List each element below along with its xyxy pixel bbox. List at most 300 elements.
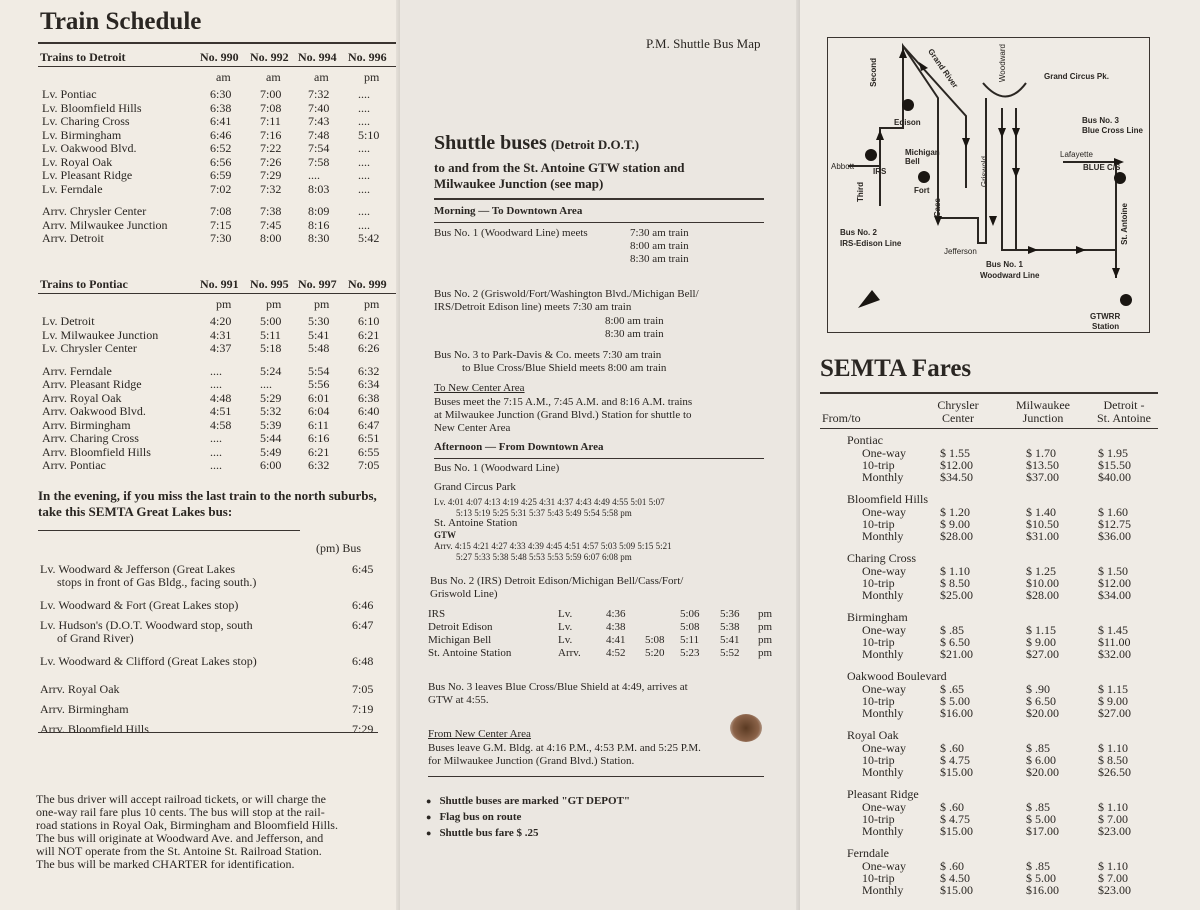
fare-type: 10-trip <box>862 753 895 767</box>
time-cell: 5:18 <box>260 341 282 355</box>
train-number: No. 995 <box>250 277 289 291</box>
bus2-line: Bus No. 2 (Griswold/Fort/Washington Blvd./Michigan Bell/ <box>434 288 699 300</box>
time-cell: 7:02 <box>210 181 232 196</box>
pm-bus3-line: Bus No. 3 leaves Blue Cross/Blue Shield at 4:49, arrives at <box>428 681 688 693</box>
footnote-line: The bus driver will accept railroad tickets, or will charge the <box>36 792 327 806</box>
fare-type: 10-trip <box>862 812 895 826</box>
time-cell: 8:16 <box>308 217 330 232</box>
fare-detroit: $26.50 <box>1098 765 1131 779</box>
fare-milwaukee: $13.50 <box>1026 458 1059 472</box>
fare-type: Monthly <box>862 529 904 543</box>
time-cell: 4:58 <box>210 417 232 432</box>
time-cell: 6:40 <box>358 404 380 418</box>
map-label-bus2: Bus No. 2 <box>840 228 877 237</box>
fare-type: Monthly <box>862 588 904 602</box>
time-cell: 7:15 <box>210 217 232 232</box>
time-cell: 5:42 <box>358 231 380 245</box>
fare-detroit: $ 7.00 <box>1098 871 1128 885</box>
table-header: Trains to Pontiac <box>40 277 128 291</box>
time-cell: 5:56 <box>308 377 330 391</box>
table-header: Trains to Detroit <box>40 50 126 64</box>
bus3-line: to Blue Cross/Blue Shield meets 8:00 am train <box>462 362 667 374</box>
bus-stop: Arrv. Bloomfield Hills <box>40 722 149 736</box>
new-center-header: To New Center Area <box>434 382 525 394</box>
fare-detroit: $11.00 <box>1098 635 1131 649</box>
station-name: Arrv. Milwaukee Junction <box>42 217 168 232</box>
period-label: am <box>216 70 231 84</box>
fare-type: Monthly <box>862 647 904 661</box>
fares-col-chrysler: Chrysler Center <box>937 398 979 425</box>
time-cell: .... <box>358 100 370 115</box>
shuttle-note: ● Shuttle bus fare $ .25 <box>426 827 539 839</box>
pm-bus2-dir: Lv. <box>558 608 573 620</box>
time-cell: 8:30 <box>308 231 330 245</box>
bus-stop: of Grand River) <box>57 631 134 645</box>
footnote-line: The bus will be marked CHARTER for identification. <box>36 857 295 871</box>
fare-type: 10-trip <box>862 576 895 590</box>
station-name: Arrv. Royal Oak <box>42 390 122 405</box>
fare-detroit: $ 1.50 <box>1098 564 1128 578</box>
fare-chrysler: $ .60 <box>940 859 964 873</box>
bus1-time: 8:00 am train <box>630 240 689 252</box>
fare-type: 10-trip <box>862 635 895 649</box>
fare-type: One-way <box>862 859 906 873</box>
period-label: pm <box>364 70 380 84</box>
fare-chrysler: $ 6.50 <box>940 635 970 649</box>
time-cell: .... <box>210 444 222 459</box>
station-name: Lv. Ferndale <box>42 181 103 196</box>
fare-type: 10-trip <box>862 517 895 531</box>
bus1-label: Bus No. 1 (Woodward Line) meets <box>434 227 588 239</box>
fare-detroit: $12.75 <box>1098 517 1131 531</box>
fare-chrysler: $ .65 <box>940 682 964 696</box>
station-name: Arrv. Chrysler Center <box>42 204 147 218</box>
bus-header: (pm) Bus <box>316 541 361 555</box>
from-new-center-line: Buses leave G.M. Bldg. at 4:16 P.M., 4:53 P.M. and 5:25 P.M. <box>428 742 701 754</box>
time-cell: 7:08 <box>260 100 282 115</box>
pm-bus2-time: 5:38 <box>720 621 740 633</box>
fare-milwaukee: $10.00 <box>1026 576 1059 590</box>
station-name: Lv. Pleasant Ridge <box>42 168 133 182</box>
gtw-label: GTW <box>434 530 457 540</box>
fare-group-name: Pontiac <box>847 433 883 447</box>
time-cell: 7:22 <box>260 141 282 155</box>
time-cell: .... <box>358 141 370 155</box>
train-number: No. 990 <box>200 50 239 64</box>
time-cell: 8:09 <box>308 204 330 218</box>
stain-mark <box>730 714 762 742</box>
footnote-line: The bus will originate at Woodward Ave. and Jefferson, and <box>36 831 324 845</box>
fare-chrysler: $12.00 <box>940 458 973 472</box>
footnote-line: will NOT operate from the St. Antoine St. Railroad Station. <box>36 844 322 858</box>
time-cell: 6:30 <box>210 87 232 101</box>
bus-stop: Lv. Hudson's (D.O.T. Woodward stop, south <box>40 618 253 632</box>
time-cell: 6:34 <box>358 377 380 391</box>
fare-chrysler: $ 5.00 <box>940 694 970 708</box>
map-label-edison: Edison <box>894 118 921 127</box>
map-caption: P.M. Shuttle Bus Map <box>646 36 761 51</box>
fare-chrysler: $28.00 <box>940 529 973 543</box>
time-cell: 6:01 <box>308 390 330 405</box>
from-new-center-header: From New Center Area <box>428 728 531 740</box>
fare-type: Monthly <box>862 824 904 838</box>
fare-milwaukee: $20.00 <box>1026 706 1059 720</box>
fare-chrysler: $ 8.50 <box>940 576 970 590</box>
map-label-bus3-line: Blue Cross Line <box>1082 126 1143 135</box>
time-cell: .... <box>308 168 320 182</box>
pm-label: pm <box>758 647 773 659</box>
new-center-line: at Milwaukee Junction (Grand Blvd.) Station for shuttle to <box>434 409 692 421</box>
time-cell: 5:11 <box>260 327 281 342</box>
station-name: Arrv. Oakwood Blvd. <box>42 404 146 418</box>
fare-milwaukee: $ .85 <box>1026 859 1050 873</box>
fare-chrysler: $ 1.20 <box>940 505 970 519</box>
st-antoine-times: Arrv. 4:15 4:21 4:27 4:33 4:39 4:45 4:51 4:57 5:03 5:09 5:15 5:21 <box>434 541 672 551</box>
time-cell: 6:56 <box>210 154 232 169</box>
fare-group-name: Bloomfield Hills <box>847 492 928 506</box>
time-cell: .... <box>358 87 370 101</box>
map-label-michigan-bell: Michigan Bell <box>905 148 940 166</box>
time-cell: 7:32 <box>260 181 282 196</box>
bus2-time: 8:00 am train <box>605 315 664 327</box>
time-cell: 6:59 <box>210 168 232 182</box>
fare-detroit: $23.00 <box>1098 824 1131 838</box>
bus-time: 6:47 <box>352 618 374 632</box>
station-name: Lv. Royal Oak <box>42 154 113 169</box>
fare-milwaukee: $27.00 <box>1026 647 1059 661</box>
time-cell: 7:58 <box>308 154 330 169</box>
time-cell: 4:20 <box>210 314 232 328</box>
time-cell: .... <box>260 377 272 391</box>
time-cell: 7:11 <box>260 114 281 128</box>
pm-bus2-stop: IRS <box>428 608 446 620</box>
shuttle-note: ● Shuttle buses are marked "GT DEPOT" <box>426 795 630 807</box>
north-arrow-icon: N <box>847 294 861 310</box>
bus1-time: 7:30 am train <box>630 227 689 239</box>
fare-chrysler: $25.00 <box>940 588 973 602</box>
time-cell: 6:55 <box>358 444 380 459</box>
time-cell: 5:48 <box>308 341 330 355</box>
time-cell: 6:46 <box>210 127 232 142</box>
fare-detroit: $ 1.60 <box>1098 505 1128 519</box>
pm-bus2-time: 4:38 <box>606 621 626 633</box>
time-cell: 4:48 <box>210 390 232 405</box>
time-cell: .... <box>358 154 370 169</box>
station-name: Arrv. Ferndale <box>42 363 112 378</box>
new-center-line: Buses meet the 7:15 A.M., 7:45 A.M. and 8:16 A.M. trains <box>434 396 693 408</box>
fare-detroit: $27.00 <box>1098 706 1131 720</box>
fare-chrysler: $15.00 <box>940 883 973 897</box>
time-cell: 5:39 <box>260 417 282 432</box>
time-cell: 8:03 <box>308 181 330 196</box>
time-cell: 8:00 <box>260 231 282 245</box>
page-title: Train Schedule <box>40 8 202 35</box>
new-center-line: New Center Area <box>434 422 511 434</box>
fare-detroit: $ 1.10 <box>1098 741 1128 755</box>
time-cell: 6:32 <box>308 458 330 472</box>
pm-bus2-time: 5:23 <box>680 647 700 659</box>
map-label-st-antoine: St. Antoine <box>1120 203 1129 245</box>
evening-note: In the evening, if you miss the last train to the north suburbs, take this SEMTA Great Lakes bus: <box>38 488 377 519</box>
pm-label: pm <box>758 621 773 633</box>
map-label-cass: Cass <box>933 198 942 218</box>
station-name: Lv. Bloomfield Hills <box>42 100 142 115</box>
fare-chrysler: $ 4.75 <box>940 753 970 767</box>
pm-bus2-time: 5:41 <box>720 634 740 646</box>
grand-circus-label: Grand Circus Park <box>434 481 516 493</box>
bus-time: 6:45 <box>352 562 374 576</box>
time-cell: 5:54 <box>308 363 330 378</box>
time-cell: 7:38 <box>260 204 282 218</box>
fare-chrysler: $ 9.00 <box>940 517 970 531</box>
time-cell: 6:11 <box>308 417 329 432</box>
fare-detroit: $ 7.00 <box>1098 812 1128 826</box>
station-name: Arrv. Detroit <box>42 231 104 245</box>
train-number: No. 999 <box>348 277 387 291</box>
st-antoine-times: 5:27 5:33 5:38 5:48 5:53 5:53 5:59 6:07 6:08 pm <box>456 552 632 562</box>
time-cell: 6:38 <box>358 390 380 405</box>
station-name: Arrv. Bloomfield Hills <box>42 444 151 459</box>
map-label-fort: Fort <box>914 186 930 195</box>
footnote-line: one-way rail fare plus 10 cents. The bus will stop at the rail- <box>36 805 325 819</box>
pm-label: pm <box>758 634 773 646</box>
bus-stop: Arrv. Birmingham <box>40 702 129 716</box>
pm-bus2-dir: Arrv. <box>558 647 581 659</box>
time-cell: 5:10 <box>358 127 380 142</box>
map-label-lafayette: Lafayette <box>1060 150 1093 159</box>
time-cell: 7:54 <box>308 141 330 155</box>
shuttle-subtitle-2: Milwaukee Junction (see map) <box>434 176 604 191</box>
time-cell: 6:38 <box>210 100 232 115</box>
time-cell: 6:21 <box>308 444 330 459</box>
fare-type: Monthly <box>862 765 904 779</box>
fare-detroit: $ 1.10 <box>1098 800 1128 814</box>
time-cell: 6:00 <box>260 458 282 472</box>
time-cell: 5:41 <box>308 327 330 342</box>
fare-chrysler: $34.50 <box>940 470 973 484</box>
pm-bus2-time: 5:20 <box>645 647 665 659</box>
map-label-third: Third <box>856 182 865 202</box>
time-cell: 7:08 <box>210 204 232 218</box>
time-cell: .... <box>358 181 370 196</box>
time-cell: .... <box>358 168 370 182</box>
time-cell: .... <box>358 114 370 128</box>
time-cell: 5:32 <box>260 404 282 418</box>
fare-detroit: $ 8.50 <box>1098 753 1128 767</box>
train-number: No. 992 <box>250 50 289 64</box>
fare-type: One-way <box>862 741 906 755</box>
fare-detroit: $ 1.15 <box>1098 682 1128 696</box>
time-cell: 7:40 <box>308 100 330 115</box>
time-cell: 7:45 <box>260 217 282 232</box>
fare-milwaukee: $ 5.00 <box>1026 871 1056 885</box>
time-cell: 7:00 <box>260 87 282 101</box>
fare-type: One-way <box>862 623 906 637</box>
fare-chrysler: $ 1.55 <box>940 446 970 460</box>
fare-detroit: $ 1.10 <box>1098 859 1128 873</box>
pm-bus2-stop: Detroit Edison <box>428 621 493 633</box>
pm-bus2-time: 5:08 <box>680 621 700 633</box>
time-cell: 5:24 <box>260 363 282 378</box>
fare-detroit: $34.00 <box>1098 588 1131 602</box>
period-label: am <box>266 70 281 84</box>
bus-stop: Arrv. Royal Oak <box>40 682 120 696</box>
fare-chrysler: $21.00 <box>940 647 973 661</box>
train-schedule-panel <box>0 0 400 910</box>
fare-type: One-way <box>862 564 906 578</box>
pm-label: pm <box>758 608 773 620</box>
fare-type: 10-trip <box>862 694 895 708</box>
time-cell: 7:26 <box>260 154 282 169</box>
fare-milwaukee: $ 1.40 <box>1026 505 1056 519</box>
fare-milwaukee: $ 6.50 <box>1026 694 1056 708</box>
fares-title: SEMTA Fares <box>820 355 972 382</box>
map-label-second: Second <box>869 58 878 87</box>
map-label-jefferson: Jefferson <box>944 247 977 256</box>
bus2-time: 8:30 am train <box>605 328 664 340</box>
station-name: Lv. Charing Cross <box>42 114 130 128</box>
time-cell: 6:16 <box>308 431 330 445</box>
period-label: pm <box>266 297 282 311</box>
pm-bus2-line: Griswold Line) <box>430 588 498 600</box>
time-cell: 4:51 <box>210 404 232 418</box>
bus1-time: 8:30 am train <box>630 253 689 265</box>
bus-time: 6:46 <box>352 598 374 612</box>
fare-type: 10-trip <box>862 871 895 885</box>
station-name: Lv. Oakwood Blvd. <box>42 141 137 155</box>
map-label-blue-cs: BLUE C/S <box>1083 163 1121 172</box>
fare-milwaukee: $31.00 <box>1026 529 1059 543</box>
time-cell: 5:00 <box>260 314 282 328</box>
pm-bus2-time: 5:36 <box>720 608 740 620</box>
fare-chrysler: $ .85 <box>940 623 964 637</box>
station-name: Arrv. Charing Cross <box>42 431 139 445</box>
map-label-bus1-line: Woodward Line <box>980 271 1040 280</box>
fare-detroit: $15.50 <box>1098 458 1131 472</box>
map-label-grand-river: Grand River <box>926 47 960 90</box>
pm-bus2-time: 5:11 <box>680 634 700 646</box>
time-cell: 5:29 <box>260 390 282 405</box>
train-number: No. 996 <box>348 50 387 64</box>
time-cell: .... <box>358 217 370 232</box>
fare-detroit: $ 9.00 <box>1098 694 1128 708</box>
fare-milwaukee: $ .85 <box>1026 800 1050 814</box>
fare-type: One-way <box>862 800 906 814</box>
station-name: Arrv. Birmingham <box>42 417 131 432</box>
station-name: Lv. Detroit <box>42 314 95 328</box>
fare-detroit: $32.00 <box>1098 647 1131 661</box>
time-cell: 5:30 <box>308 314 330 328</box>
map-and-fares-panel <box>800 0 1200 910</box>
time-cell: .... <box>210 363 222 378</box>
period-label: am <box>314 70 329 84</box>
time-cell: 6:32 <box>358 363 380 378</box>
fare-milwaukee: $ 1.70 <box>1026 446 1056 460</box>
bus-stop: Lv. Woodward & Jefferson (Great Lakes <box>40 562 236 576</box>
time-cell: 6:21 <box>358 327 380 342</box>
time-cell: 5:44 <box>260 431 282 445</box>
shuttle-note: ● Flag bus on route <box>426 811 521 823</box>
time-cell: 6:51 <box>358 431 380 445</box>
station-name: Lv. Milwaukee Junction <box>42 327 159 342</box>
time-cell: 6:52 <box>210 141 232 155</box>
time-cell: 6:41 <box>210 114 232 128</box>
map-label-bus1: Bus No. 1 <box>986 260 1023 269</box>
fare-milwaukee: $37.00 <box>1026 470 1059 484</box>
pm-bus3-line: GTW at 4:55. <box>428 694 489 706</box>
fare-chrysler: $ 4.50 <box>940 871 970 885</box>
fare-milwaukee: $ 9.00 <box>1026 635 1056 649</box>
fare-type: Monthly <box>862 883 904 897</box>
station-name: Lv. Birmingham <box>42 127 122 142</box>
grand-circus-times: Lv. 4:01 4:07 4:13 4:19 4:25 4:31 4:37 4:43 4:49 4:55 5:01 5:07 <box>434 497 665 507</box>
fare-chrysler: $ .60 <box>940 800 964 814</box>
time-cell: 6:04 <box>308 404 330 418</box>
shuttle-subtitle-1: to and from the St. Antoine GTW station and <box>434 160 685 175</box>
fare-chrysler: $ 1.10 <box>940 564 970 578</box>
pm-bus2-time: 4:36 <box>606 608 626 620</box>
fare-group-name: Pleasant Ridge <box>847 787 919 801</box>
map-label-irs: IRS <box>873 167 887 176</box>
time-cell: 7:32 <box>308 87 330 101</box>
bus-time: 6:48 <box>352 654 374 668</box>
fare-chrysler: $ 4.75 <box>940 812 970 826</box>
map-label-bus2-line: IRS-Edison Line <box>840 239 902 248</box>
time-cell: 7:05 <box>358 458 380 472</box>
shuttle-map <box>827 37 1150 333</box>
pm-bus2-time: 4:52 <box>606 647 626 659</box>
station-name: Lv. Pontiac <box>42 87 97 101</box>
bus-time: 7:05 <box>352 682 374 696</box>
time-cell: 7:29 <box>260 168 282 182</box>
fare-milwaukee: $ .85 <box>1026 741 1050 755</box>
pm-bus2-line: Bus No. 2 (IRS) Detroit Edison/Michigan Bell/Cass/Fort/ <box>430 575 684 587</box>
shuttle-title: Shuttle buses (Detroit D.O.T.) <box>434 132 640 154</box>
fare-milwaukee: $20.00 <box>1026 765 1059 779</box>
time-cell: 4:31 <box>210 327 232 342</box>
from-new-center-line: for Milwaukee Junction (Grand Blvd.) Station. <box>428 755 635 767</box>
map-label-gtwrr: GTWRR <box>1090 312 1121 321</box>
fare-milwaukee: $ .90 <box>1026 682 1050 696</box>
bus2-line: IRS/Detroit Edison line) meets 7:30 am train <box>434 301 632 313</box>
time-cell: .... <box>210 458 222 472</box>
station-name: Arrv. Pontiac <box>42 458 106 472</box>
fare-detroit: $ 1.45 <box>1098 623 1128 637</box>
fare-detroit: $23.00 <box>1098 883 1131 897</box>
bus-time: 7:29 <box>352 722 374 736</box>
fare-detroit: $36.00 <box>1098 529 1131 543</box>
fares-col-milwaukee: Milwaukee Junction <box>1016 398 1070 425</box>
fare-group-name: Ferndale <box>847 846 889 860</box>
train-number: No. 994 <box>298 50 337 64</box>
time-cell: 7:30 <box>210 231 232 245</box>
time-cell: 7:48 <box>308 127 330 142</box>
map-label-abbott: Abbott <box>831 162 855 171</box>
fare-chrysler: $15.00 <box>940 765 973 779</box>
fare-group-name: Birmingham <box>847 610 908 624</box>
fare-milwaukee: $10.50 <box>1026 517 1059 531</box>
fare-milwaukee: $16.00 <box>1026 883 1059 897</box>
pm-bus1-label: Bus No. 1 (Woodward Line) <box>434 462 560 474</box>
bus-time: 7:19 <box>352 702 374 716</box>
pm-bus2-stop: Michigan Bell <box>428 634 492 646</box>
bus3-line: Bus No. 3 to Park-Davis & Co. meets 7:30 am train <box>434 349 662 361</box>
fares-col-detroit: Detroit - St. Antoine <box>1096 398 1151 425</box>
st-antoine-label: St. Antoine Station <box>434 517 518 529</box>
time-cell: 6:10 <box>358 314 380 328</box>
map-label-station: Station <box>1092 322 1120 331</box>
footnote-line: road stations in Royal Oak, Birmingham and Bloomfield Hills. <box>36 818 338 832</box>
